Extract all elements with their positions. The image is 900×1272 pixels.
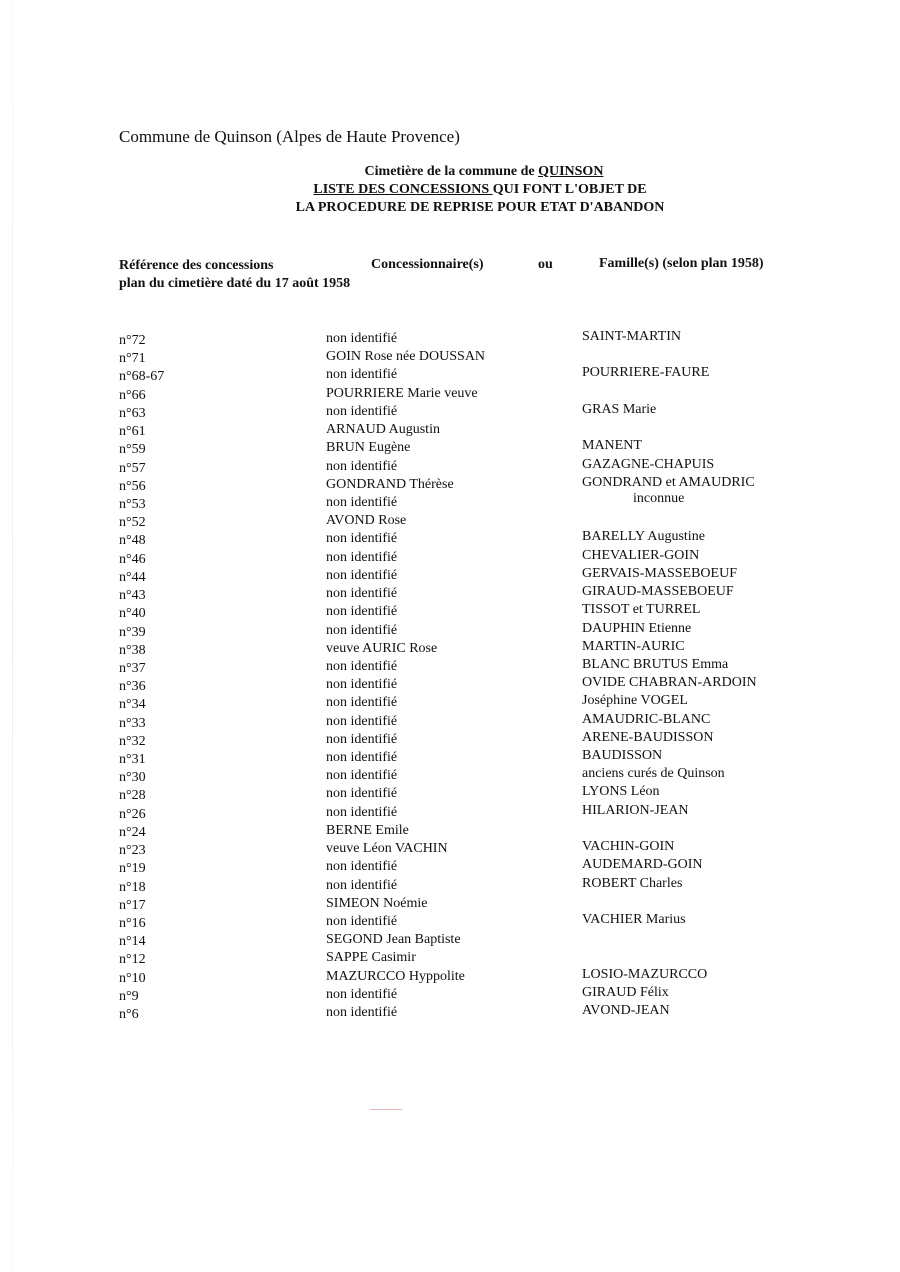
concession-reference: n°26 (119, 806, 146, 822)
concession-reference: n°19 (119, 861, 146, 877)
famille-name: CHEVALIER-GOIN (582, 547, 700, 563)
title-line-3: LA PROCEDURE DE REPRISE POUR ETAT D'ABANDON (295, 200, 665, 215)
concession-row (0, 914, 900, 932)
concession-row (0, 750, 900, 768)
famille-name: LYONS Léon (582, 784, 660, 800)
concession-row (0, 495, 900, 513)
famille-name: HILARION-JEAN (582, 802, 689, 818)
column-header-famille: Famille(s) (selon plan 1958) (599, 256, 764, 271)
concession-row (0, 620, 900, 641)
concession-row (0, 349, 900, 367)
column-header-reference-line-1: Référence des concessions (119, 258, 274, 273)
concession-row (0, 367, 900, 385)
concession-row (0, 711, 900, 732)
concession-row (0, 1005, 900, 1023)
concession-row (0, 656, 900, 677)
famille-name: AVOND-JEAN (582, 1003, 670, 1019)
concession-reference: n°56 (119, 478, 146, 494)
famille-name: GIRAUD Félix (582, 984, 669, 1000)
concession-row (0, 875, 900, 896)
concession-row (0, 331, 900, 349)
concession-reference: n°18 (119, 879, 146, 895)
famille-name: MANENT (582, 438, 642, 454)
concessionnaire-name: non identifié (326, 731, 398, 747)
concession-row (0, 531, 900, 549)
concession-row (0, 786, 900, 804)
concessionnaire-name: AVOND Rose (326, 513, 407, 529)
famille-name: Joséphine VOGEL (582, 693, 688, 709)
concessions-list (0, 331, 900, 1023)
concession-reference: n°31 (119, 752, 146, 768)
concession-reference: n°32 (119, 733, 146, 749)
concessionnaire-name: non identifié (326, 677, 398, 693)
concessionnaire-name: veuve AURIC Rose (326, 640, 438, 656)
column-header-reference-line-2: plan du cimetière daté du 17 août 1958 (119, 276, 351, 291)
concession-reference: n°63 (119, 405, 146, 421)
concession-reference: n°46 (119, 551, 146, 567)
concession-reference: n°9 (119, 988, 139, 1004)
concessionnaire-name: non identifié (326, 713, 398, 729)
famille-name: GAZAGNE-CHAPUIS (582, 456, 715, 472)
concession-reference: n°10 (119, 970, 146, 986)
concessionnaire-name: non identifié (326, 367, 398, 383)
concession-reference: n°38 (119, 642, 146, 658)
concession-row (0, 729, 900, 750)
concessionnaire-name: non identifié (326, 549, 398, 565)
title-line-2 (60, 181, 900, 199)
concession-reference: n°28 (119, 788, 146, 804)
concession-row (0, 638, 900, 659)
concession-row (0, 547, 900, 568)
title-line-2-underlined: LISTE DES CONCESSIONS (313, 182, 493, 197)
concessionnaire-name: non identifié (326, 531, 398, 547)
concession-row (0, 677, 900, 695)
famille-name: VACHIN-GOIN (582, 839, 675, 855)
concession-row (0, 823, 900, 841)
famille-name: DAUPHIN Etienne (582, 620, 692, 636)
concession-reference: n°71 (119, 351, 146, 367)
concession-row (0, 386, 900, 404)
concessionnaire-name: non identifié (326, 695, 398, 711)
concession-row (0, 456, 900, 477)
concession-reference: n°40 (119, 606, 146, 622)
concession-reference: n°33 (119, 715, 146, 731)
concession-row (0, 966, 900, 987)
concessionnaire-name: non identifié (326, 567, 398, 583)
concession-row (0, 695, 900, 713)
famille-name: BAUDISSON (582, 748, 663, 764)
concessionnaire-name: non identifié (326, 914, 398, 929)
concessionnaire-name: non identifié (326, 786, 398, 802)
concessionnaire-name: non identifié (326, 804, 398, 820)
concession-reference: n°48 (119, 533, 146, 549)
concessionnaire-name: non identifié (326, 658, 398, 674)
concession-reference: n°39 (119, 624, 146, 640)
concessionnaire-name: non identifié (326, 331, 398, 346)
famille-name: AMAUDRIC-BLANC (582, 711, 711, 727)
famille-name: MARTIN-AURIC (582, 638, 685, 654)
concession-reference: n°37 (119, 660, 146, 676)
concessionnaire-name: GOIN Rose née DOUSSAN (326, 349, 486, 365)
concessionnaire-name: GONDRAND Thérèse (326, 476, 454, 492)
concession-reference: n°14 (119, 934, 146, 950)
concession-reference: n°17 (119, 897, 146, 913)
concession-row (0, 932, 900, 950)
concession-reference: n°61 (119, 424, 146, 440)
concessionnaire-name: veuve Léon VACHIN (326, 841, 448, 857)
concession-reference: n°34 (119, 697, 146, 713)
concession-reference: n°72 (119, 333, 146, 348)
famille-name-continuation: inconnue (633, 490, 685, 506)
concessionnaire-name: non identifié (326, 458, 398, 474)
concessionnaire-name: non identifié (326, 877, 398, 893)
concession-row (0, 802, 900, 823)
famille-name: SAINT-MARTIN (582, 329, 681, 344)
concession-row (0, 586, 900, 604)
concession-reference: n°68-67 (119, 369, 165, 385)
scan-mark (370, 1109, 402, 1110)
famille-name: POURRIERE-FAURE (582, 365, 710, 381)
concessionnaire-name: non identifié (326, 986, 398, 1002)
concessionnaire-name: SEGOND Jean Baptiste (326, 932, 461, 948)
concessionnaire-name: non identifié (326, 768, 398, 784)
famille-name: AUDEMARD-GOIN (582, 857, 703, 873)
title-commune-name: QUINSON (538, 164, 604, 179)
concession-row (0, 422, 900, 440)
concession-reference: n°24 (119, 824, 146, 840)
concessionnaire-name: POURRIERE Marie veuve (326, 385, 478, 401)
title-line-1-prefix: Cimetière de la commune de (364, 164, 539, 179)
concession-reference: n°12 (119, 952, 146, 968)
famille-name: ROBERT Charles (582, 875, 683, 891)
concession-row (0, 896, 900, 914)
concessionnaire-name: non identifié (326, 859, 398, 875)
commune-heading: Commune de Quinson (Alpes de Haute Provence) (119, 127, 460, 146)
concession-reference: n°36 (119, 679, 146, 695)
concession-reference: n°44 (119, 569, 146, 585)
concession-reference: n°43 (119, 588, 146, 604)
concession-row (0, 401, 900, 422)
column-header-reference (119, 257, 350, 293)
concessionnaire-name: BERNE Emile (326, 822, 409, 838)
famille-name: ARENE-BAUDISSON (582, 729, 714, 745)
column-header-ou: ou (538, 257, 553, 272)
concessionnaire-name: MAZURCCO Hyppolite (326, 968, 465, 984)
concession-reference: n°6 (119, 1007, 139, 1023)
concession-reference: n°57 (119, 460, 146, 476)
column-header-concessionnaire: Concessionnaire(s) (371, 257, 484, 272)
concessionnaire-name: non identifié (326, 750, 398, 766)
concessionnaire-name: non identifié (326, 1005, 398, 1021)
famille-name: TISSOT et TURREL (582, 602, 701, 618)
famille-name: GERVAIS-MASSEBOEUF (582, 565, 737, 581)
title-line-2-rest: QUI FONT L'OBJET DE (492, 182, 647, 197)
famille-name: BARELLY Augustine (582, 529, 705, 545)
concessionnaire-name: non identifié (326, 494, 398, 510)
concessionnaire-name: BRUN Eugène (326, 440, 411, 456)
famille-name: GIRAUD-MASSEBOEUF (582, 584, 734, 600)
famille-name: BLANC BRUTUS Emma (582, 656, 729, 672)
famille-name: OVIDE CHABRAN-ARDOIN (582, 675, 757, 691)
concessionnaire-name: non identifié (326, 403, 398, 419)
concession-reference: n°16 (119, 916, 146, 931)
concessionnaire-name: non identifié (326, 604, 398, 620)
concession-reference: n°66 (119, 387, 146, 403)
concession-row (0, 565, 900, 586)
concession-reference: n°23 (119, 843, 146, 859)
concession-row (0, 768, 900, 786)
concession-row (0, 440, 900, 458)
famille-name: GONDRAND et AMAUDRIC (582, 474, 755, 490)
famille-name: VACHIER Marius (582, 912, 686, 927)
concessionnaire-name: SAPPE Casimir (326, 950, 416, 966)
concession-reference: n°59 (119, 442, 146, 458)
famille-name: LOSIO-MAZURCCO (582, 966, 708, 982)
document-title (0, 163, 900, 217)
concession-reference: n°30 (119, 770, 146, 786)
concession-reference: n°53 (119, 496, 146, 512)
concession-row (0, 604, 900, 622)
concession-row (0, 859, 900, 877)
concessionnaire-name: ARNAUD Augustin (326, 422, 440, 438)
concessionnaire-name: non identifié (326, 586, 398, 602)
title-line-1 (68, 163, 900, 181)
concession-row (0, 984, 900, 1005)
concession-row (0, 513, 900, 531)
concessionnaire-name: non identifié (326, 622, 398, 638)
famille-name: GRAS Marie (582, 401, 657, 417)
concession-row (0, 841, 900, 859)
famille-name: anciens curés de Quinson (582, 766, 725, 782)
concessionnaire-name: SIMEON Noémie (326, 895, 428, 911)
concession-reference: n°52 (119, 515, 146, 531)
concession-row (0, 950, 900, 968)
